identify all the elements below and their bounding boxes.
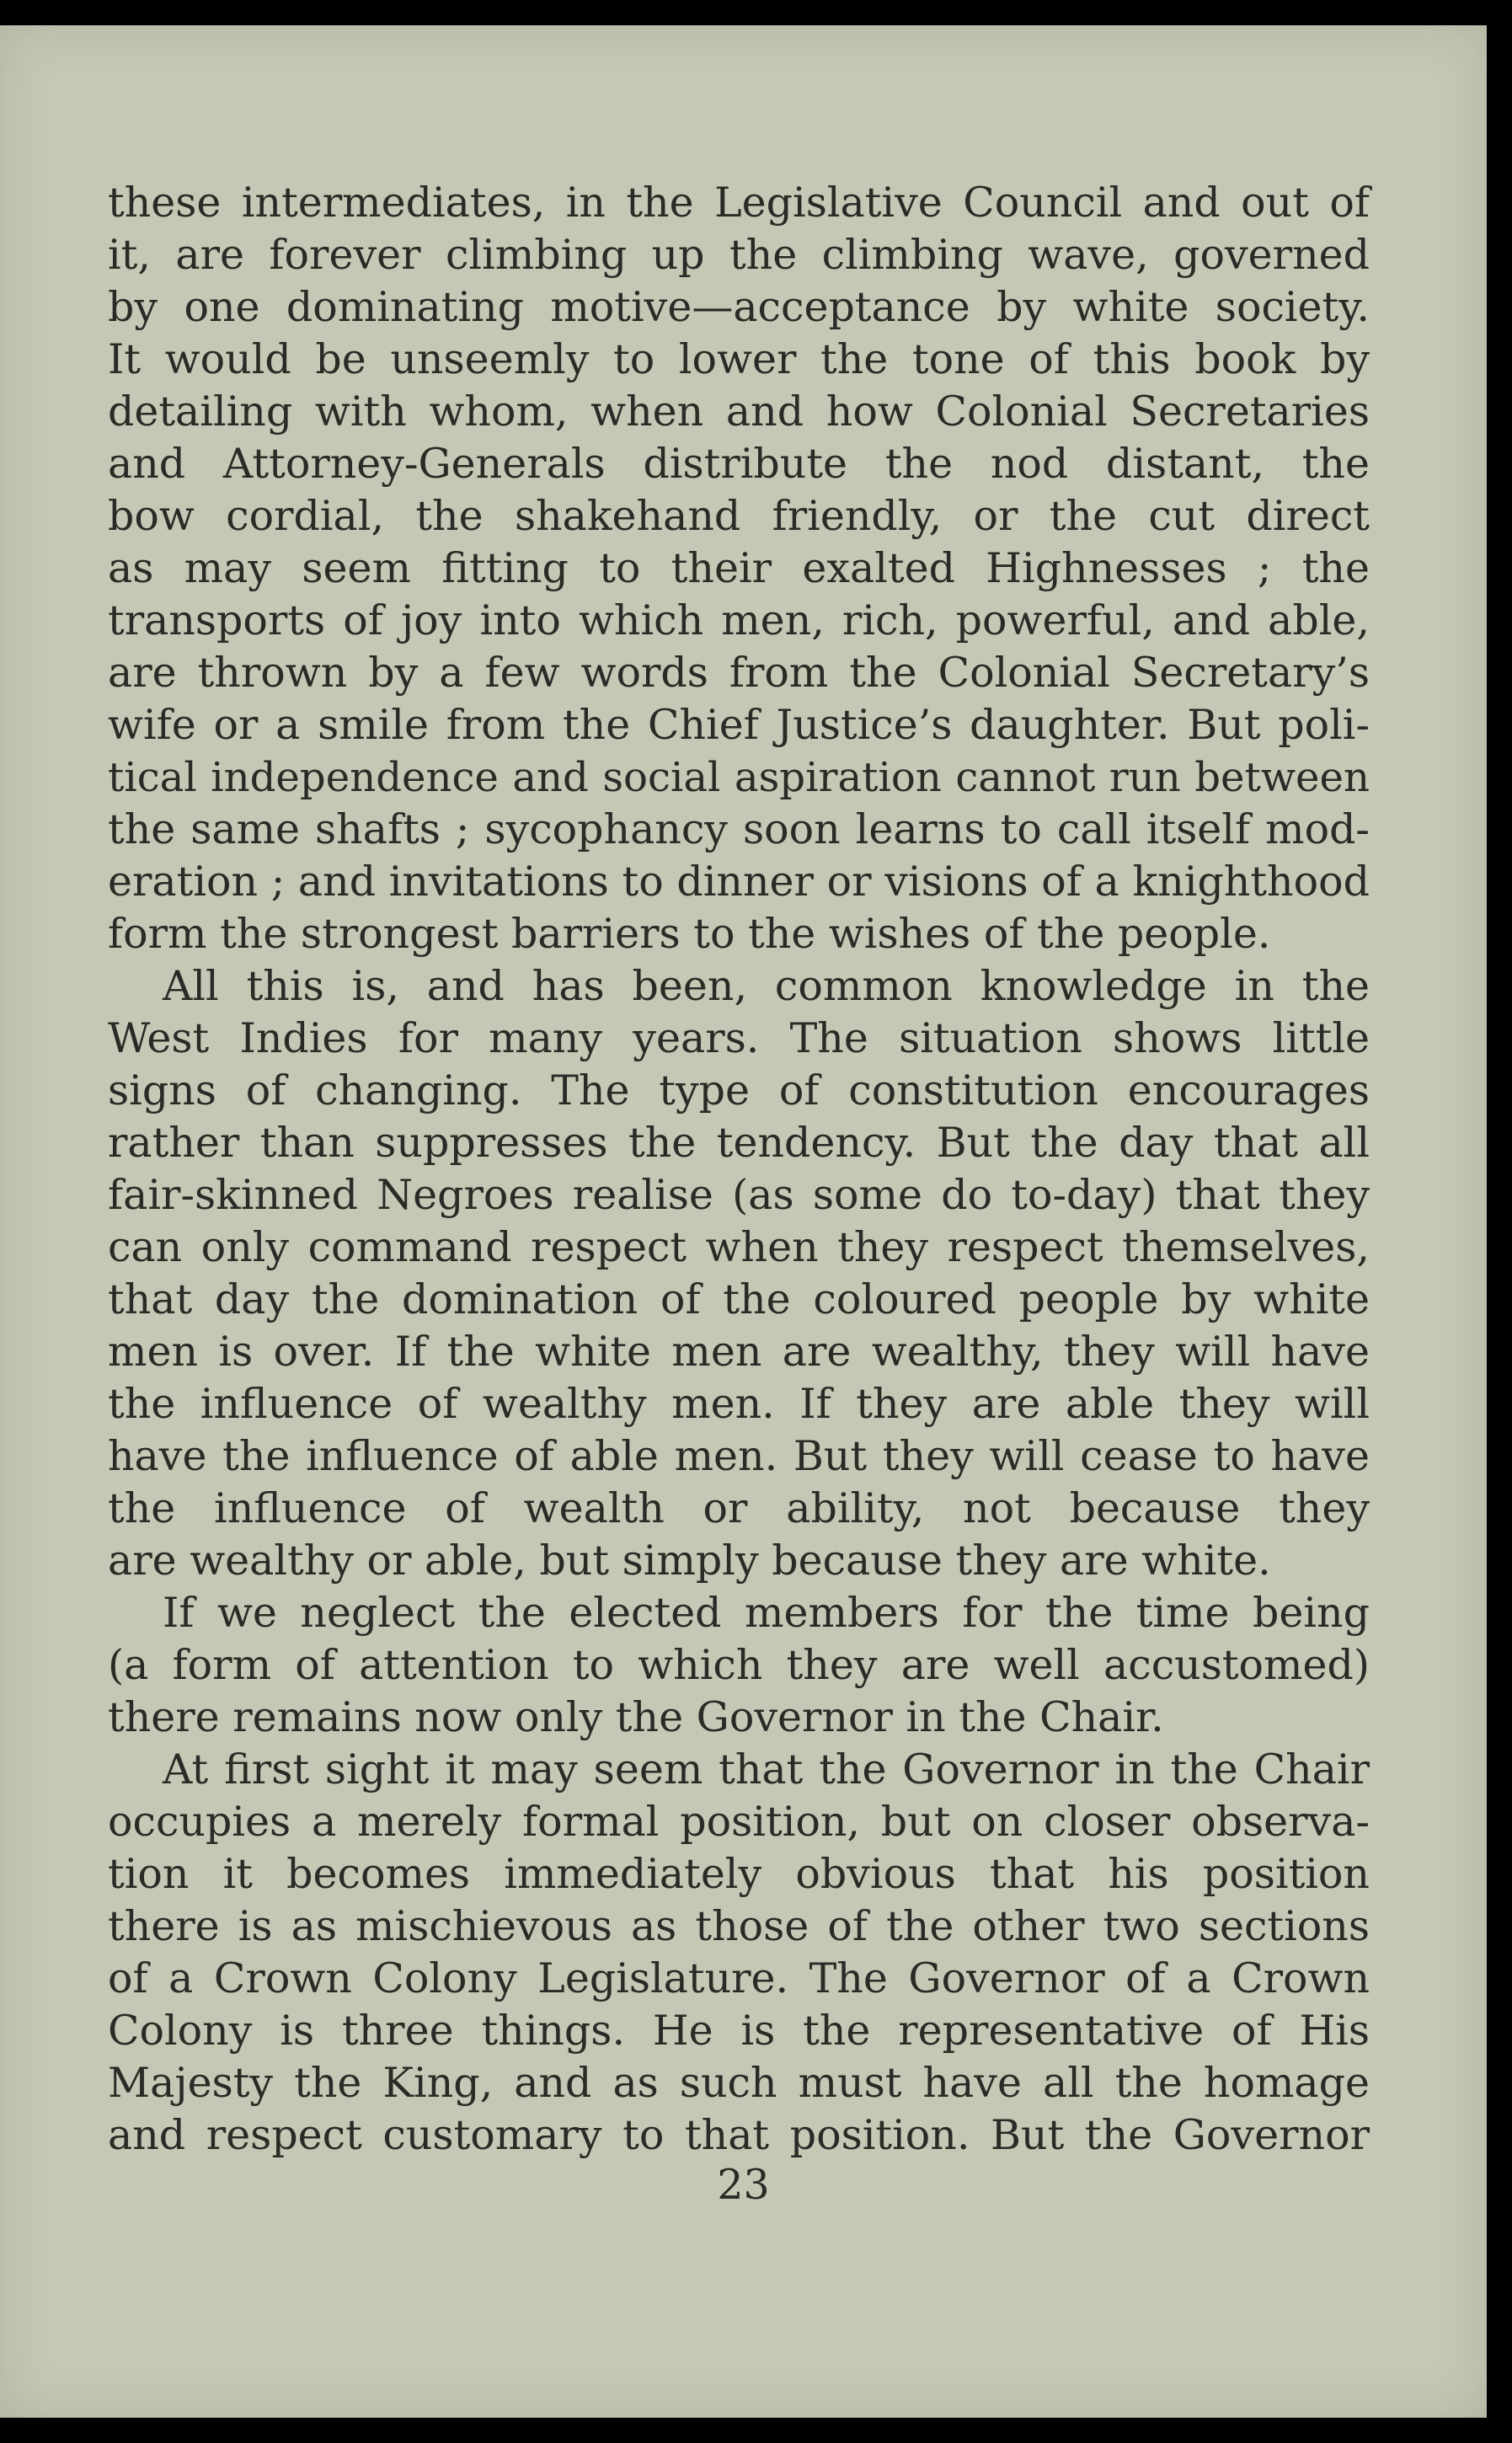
text-line: (a form of attention to which they are well accustomed) bbox=[108, 1641, 1370, 1689]
text-line: as may seem fitting to their exalted Highnesses ; the bbox=[108, 544, 1370, 592]
text-line: the influence of wealth or ability, not because they bbox=[108, 1484, 1370, 1532]
text-line: tical independence and social aspiration cannot run between bbox=[108, 754, 1370, 801]
text-line: and Attorney-Generals distribute the nod distant, the bbox=[108, 440, 1370, 488]
text-line: there remains now only the Governor in the Chair. bbox=[108, 1693, 1164, 1741]
text-line: bow cordial, the shakehand friendly, or the cut direct bbox=[108, 492, 1370, 540]
text-line: tion it becomes immediately obvious that his position bbox=[108, 1850, 1370, 1898]
text-line: have the influence of able men. But they will cease to have bbox=[108, 1432, 1370, 1480]
text-line: rather than suppresses the tendency. But the day that all bbox=[108, 1119, 1370, 1167]
text-line: the influence of wealthy men. If they are able they will bbox=[108, 1380, 1370, 1428]
text-line: and respect customary to that position. But the Governor bbox=[108, 2111, 1370, 2159]
text-line: form the strongest barriers to the wishes of the people. bbox=[108, 910, 1271, 958]
text-line: West Indies for many years. The situation shows little bbox=[108, 1014, 1370, 1062]
text-line: it, are forever climbing up the climbing wave, governed bbox=[108, 231, 1370, 279]
text-line: eration ; and invitations to dinner or visions of a knighthood bbox=[108, 858, 1370, 906]
text-line: can only command respect when they respect themselves, bbox=[108, 1223, 1370, 1271]
text-line: men is over. If the white men are wealthy, they will have bbox=[108, 1328, 1370, 1376]
text-line: signs of changing. The type of constitution encourages bbox=[108, 1066, 1370, 1115]
text-line: that day the domination of the coloured people by white bbox=[108, 1275, 1370, 1323]
text-line: wife or a smile from the Chief Justice’s daughter. But poli- bbox=[108, 701, 1370, 749]
text-line: All this is, and has been, common knowledge in the bbox=[163, 962, 1370, 1010]
text-line: It would be unseemly to lower the tone of this book by bbox=[108, 335, 1370, 383]
text-line: transports of joy into which men, rich, powerful, and able, bbox=[108, 596, 1370, 644]
text-line: Colony is three things. He is the representative of His bbox=[108, 2007, 1370, 2055]
text-line: Majesty the King, and as such must have all the homage bbox=[108, 2059, 1370, 2107]
text-line: At first sight it may seem that the Governor in the Chair bbox=[163, 1745, 1370, 1793]
body-text bbox=[108, 177, 1370, 2162]
book-page bbox=[0, 25, 1487, 2418]
page-number: 23 bbox=[717, 2161, 770, 2209]
text-line: of a Crown Colony Legislature. The Governor of a Crown bbox=[108, 1954, 1370, 2002]
text-line: the same shafts ; sycophancy soon learns to call itself mod- bbox=[108, 805, 1370, 853]
text-line: fair-skinned Negroes realise (as some do to-day) that they bbox=[108, 1171, 1370, 1219]
text-line: are wealthy or able, but simply because they are white. bbox=[108, 1537, 1271, 1585]
text-line: there is as mischievous as those of the other two sections bbox=[108, 1902, 1370, 1950]
text-line: these intermediates, in the Legislative Council and out of bbox=[108, 179, 1370, 227]
text-line: detailing with whom, when and how Colonial Secretaries bbox=[108, 388, 1370, 436]
text-line: by one dominating motive—acceptance by white society. bbox=[108, 283, 1370, 331]
text-line: If we neglect the elected members for the time being bbox=[163, 1589, 1370, 1637]
text-line: occupies a merely formal position, but on closer observa- bbox=[108, 1798, 1370, 1846]
text-line: are thrown by a few words from the Colonial Secretary’s bbox=[108, 649, 1370, 697]
